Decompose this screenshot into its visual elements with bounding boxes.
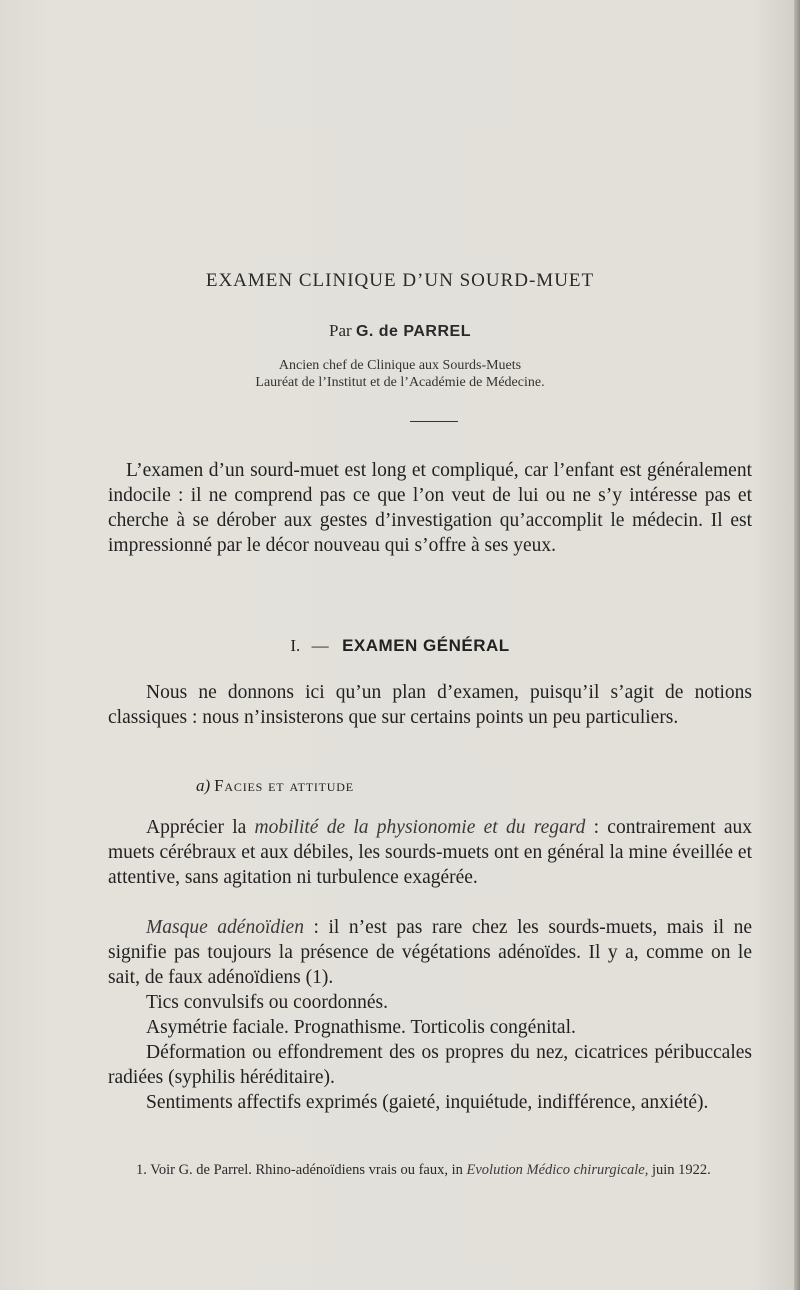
paragraph-tics: Tics convulsifs ou coordonnés. (146, 992, 388, 1013)
paragraph-deformation: Déformation ou effondrement des os propres du nez, cicatrices péribuccales radiées (syphilis héréditaire). (108, 1042, 752, 1088)
section-number: I. (290, 636, 301, 655)
section-dash: — (311, 636, 329, 655)
paragraph-masque (108, 915, 752, 990)
section-intro-paragraph: Nous ne donnons ici qu’un plan d’examen, puisqu’il s’agit de notions classiques : nous n’insisterons que sur certains points un peu particuliers. (108, 682, 752, 728)
subsection-letter: a) (196, 776, 211, 795)
paragraph-mobilite-italic: mobilité de la physionomie et du regard (254, 817, 586, 838)
paragraph-mobilite-rest: : contrairement aux muets cérébraux et aux débiles, les sourds-muets ont en général la mine éveillée et attentive, sans agitation ni turbulence exagérée. (108, 817, 752, 888)
footnote-italic: Evolution Médico chirurgicale, (466, 1162, 649, 1178)
affiliation-line-2: Lauréat de l’Institut et de l’Académie de Médecine. (255, 375, 545, 390)
section-title: EXAMEN GÉNÉRAL (342, 636, 510, 655)
affiliation-line-1: Ancien chef de Clinique aux Sourds-Muets (278, 358, 522, 373)
author-name: G. de PARREL (355, 323, 471, 340)
subsection-title: Facies et attitude (214, 776, 354, 795)
byline-prefix: Par (329, 321, 352, 340)
paragraph-masque-italic: Masque adénoïdien (146, 917, 304, 938)
footnote (108, 1160, 752, 1180)
footnote-tail: juin 1922. (648, 1162, 711, 1178)
byline (0, 321, 800, 341)
article-title: EXAMEN CLINIQUE D’UN SOURD-MUET (205, 270, 595, 291)
paragraph-mobilite-lead: Apprécier la (146, 817, 255, 838)
separator-rule (410, 421, 458, 422)
paragraph-masque-rest: : il n’est pas rare chez les sourds-muets, mais il ne signifie pas toujours la présence de végétations adénoïdes. Il y a, comme on le sait, de faux adénoïdiens (1). (108, 917, 752, 988)
paragraph-asymetrie: Asymétrie faciale. Prognathisme. Torticolis congénital. (146, 1017, 576, 1038)
intro-paragraph: L’examen d’un sourd-muet est long et compliqué, car l’enfant est généralement indocile : il ne comprend pas ce que l’on veut de lui ou ne s’y intéresse pas et cherche à se dérober aux gestes d’investigation qu’accomplit le médecin. Il est impressionné par le décor nouveau qui s’offre à ses yeux. (108, 460, 752, 556)
paragraph-mobilite (108, 815, 752, 890)
paragraph-sentiments: Sentiments affectifs exprimés (gaieté, inquiétude, indifférence, anxiété). (146, 1092, 709, 1113)
section-heading (0, 636, 800, 656)
footnote-lead: 1. Voir G. de Parrel. Rhino-adénoïdiens vrais ou faux, in (136, 1162, 467, 1178)
subsection-heading (196, 776, 354, 796)
